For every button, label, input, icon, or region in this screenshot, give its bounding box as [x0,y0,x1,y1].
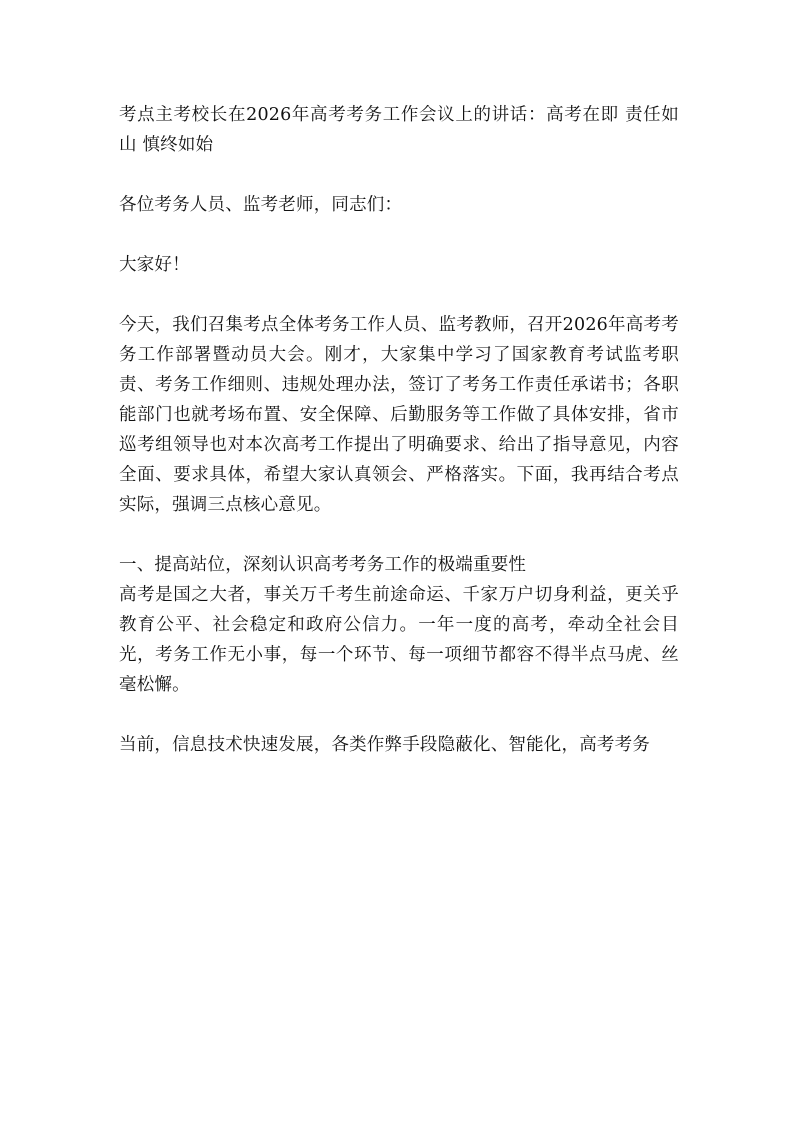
intro-paragraph: 今天，我们召集考点全体考务工作人员、监考教师，召开2026年高考考务工作部署暨动员大会。刚才，大家集中学习了国家教育考试监考职责、考务工作细则、违规处理办法，签订了考务工作责任承诺书；各职能部门也就考场布置、安全保障、后勤服务等工作做了具体安排，省市巡考组领导也对本次高考工作提出了明确要求、给出了指导意见，内容全面、要求具体，希望大家认真领会、严格落实。下面，我再结合考点实际，强调三点核心意见。 [119,315,679,515]
section-1-heading: 一、提高站位，深刻认识高考考务工作的极端重要性 [119,555,527,575]
document-title: 考点主考校长在2026年高考考务工作会议上的讲话：高考在即 责任如山 慎终如始 [119,105,679,155]
document-body [119,100,679,790]
section-1-paragraph-1: 高考是国之大者，事关万千考生前途命运、千家万户切身利益，更关乎教育公平、社会稳定和政府公信力。一年一度的高考，牵动全社会目光，考务工作无小事，每一个环节、每一项细节都容不得半点马虎、丝毫松懈。 [119,585,679,695]
salutation: 各位考务人员、监考老师，同志们： [119,195,403,215]
greeting: 大家好！ [119,255,190,275]
section-1-paragraph-2: 当前，信息技术快速发展，各类作弊手段隐蔽化、智能化，高考考务 [119,735,650,755]
